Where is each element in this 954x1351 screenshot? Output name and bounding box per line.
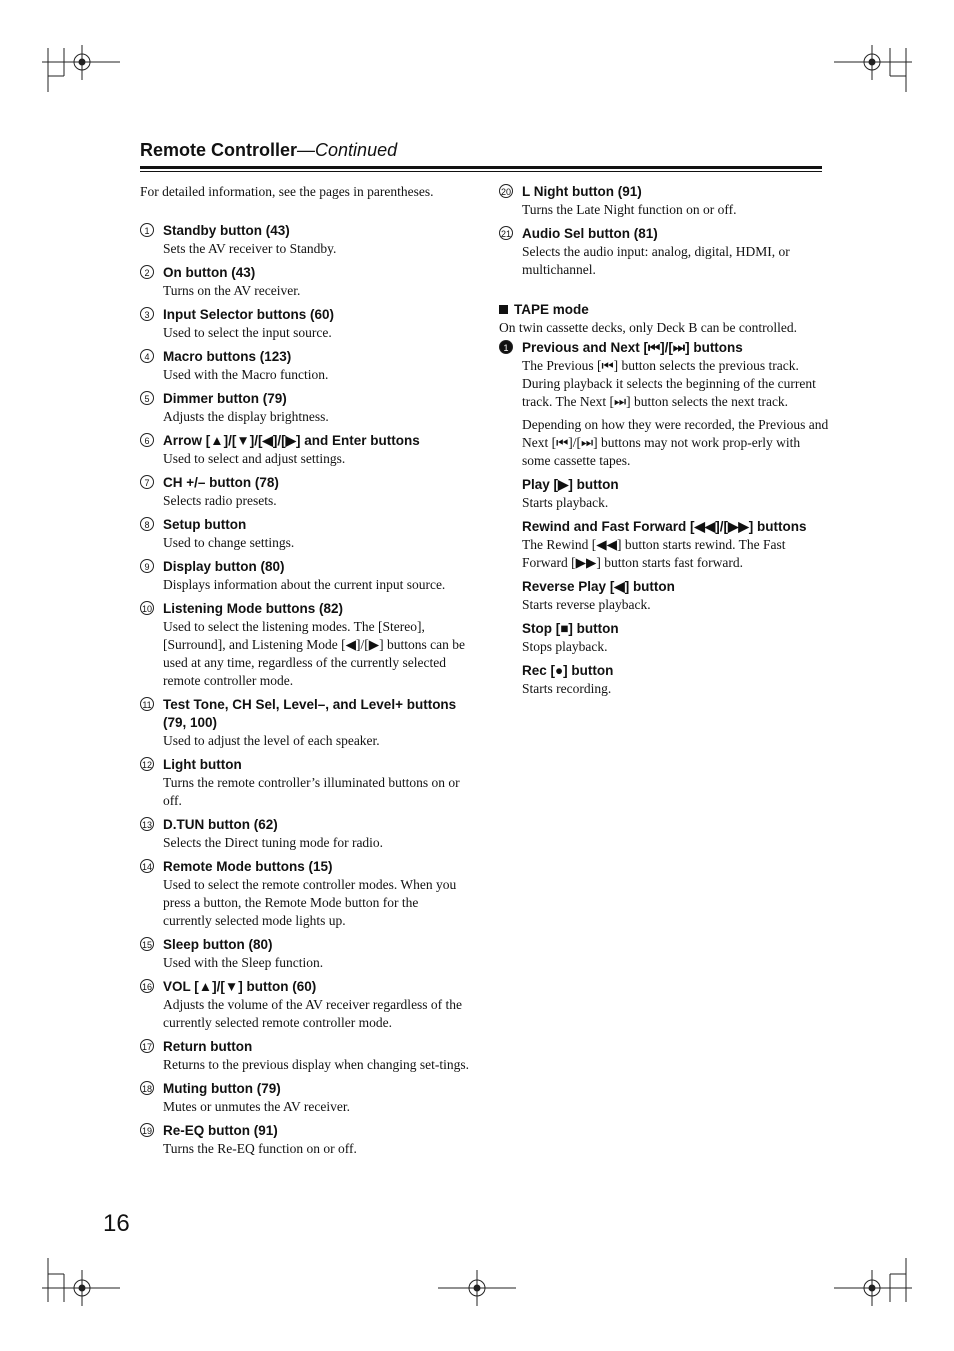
item-description: Selects radio presets. xyxy=(163,493,277,508)
list-item xyxy=(140,306,470,342)
item-title: On button (43) xyxy=(163,265,256,280)
item-title: Play [▶] button xyxy=(522,477,619,492)
tape-item-previous-next xyxy=(499,339,829,470)
list-item xyxy=(499,476,829,512)
item-description: Starts recording. xyxy=(522,681,612,696)
item-title: Input Selector buttons (60) xyxy=(163,307,335,322)
item-number-badge: 6 xyxy=(140,433,154,447)
item-description: Used with the Macro function. xyxy=(163,367,329,382)
item-number-badge: 21 xyxy=(499,226,513,240)
item-title: Test Tone, CH Sel, Level–, and Level+ buttons (79, 100) xyxy=(163,697,457,730)
item-description: Turns the remote controller’s illuminated buttons on or off. xyxy=(163,775,460,808)
item-number-badge: 5 xyxy=(140,391,154,405)
item-title: Stop [■] button xyxy=(522,621,619,636)
list-item xyxy=(140,348,470,384)
item-title: Arrow [▲]/[▼]/[◀]/[▶] and Enter buttons xyxy=(163,433,420,448)
item-number-badge: 14 xyxy=(140,859,154,873)
list-item xyxy=(140,978,470,1032)
item-description: Selects the Direct tuning mode for radio. xyxy=(163,835,384,850)
item-title: Rewind and Fast Forward [◀◀]/[▶▶] buttons xyxy=(522,519,807,534)
list-item xyxy=(140,516,470,552)
right-column xyxy=(499,183,829,704)
item-number-badge: 1 xyxy=(499,340,513,354)
item-number-badge: 2 xyxy=(140,265,154,279)
intro-text: For detailed information, see the pages in parentheses. xyxy=(140,184,434,199)
item-number-badge: 9 xyxy=(140,559,154,573)
item-number-badge: 10 xyxy=(140,601,154,615)
item-description-extra: Depending on how they were recorded, the Previous and Next [⏮]/[⏭] buttons may not work prop-erly with some cassette tapes. xyxy=(522,417,829,468)
left-column xyxy=(140,183,470,1164)
item-description: Turns on the AV receiver. xyxy=(163,283,301,298)
item-description: Sets the AV receiver to Standby. xyxy=(163,241,337,256)
item-title: Re-EQ button (91) xyxy=(163,1123,278,1138)
item-number-badge: 20 xyxy=(499,184,513,198)
tape-mode-note: On twin cassette decks, only Deck B can be controlled. xyxy=(499,320,798,335)
item-description: Turns the Re-EQ function on or off. xyxy=(163,1141,357,1156)
item-number-badge: 3 xyxy=(140,307,154,321)
list-item xyxy=(499,225,829,279)
item-title: D.TUN button (62) xyxy=(163,817,278,832)
item-description: Used to select the listening modes. The [Stereo], [Surround], and Listening Mode [◀]/[▶] buttons can be used at any time, regardless of the currently selected remote controller mode. xyxy=(163,619,465,688)
tape-mode-heading: TAPE mode xyxy=(499,301,829,319)
item-description: Adjusts the display brightness. xyxy=(163,409,329,424)
item-description: Turns the Late Night function on or off. xyxy=(522,202,737,217)
item-description: Used to change settings. xyxy=(163,535,295,550)
header-continued: —Continued xyxy=(297,140,398,160)
list-item xyxy=(499,578,829,614)
item-description: Used to select the remote controller modes. When you press a button, the Remote Mode button for the currently selected mode lights up. xyxy=(163,877,457,928)
list-item xyxy=(140,816,470,852)
item-description: Stops playback. xyxy=(522,639,608,654)
list-item xyxy=(140,936,470,972)
page-number: 16 xyxy=(103,1210,130,1237)
item-description: Used to adjust the level of each speaker. xyxy=(163,733,380,748)
item-number-badge: 7 xyxy=(140,475,154,489)
item-description: Selects the audio input: analog, digital, HDMI, or multichannel. xyxy=(522,244,790,277)
item-description: Adjusts the volume of the AV receiver regardless of the currently selected remote controller mode. xyxy=(163,997,463,1030)
item-description: Returns to the previous display when changing set-tings. xyxy=(163,1057,469,1072)
page-header xyxy=(140,140,822,161)
list-item xyxy=(140,390,470,426)
item-title: Sleep button (80) xyxy=(163,937,273,952)
item-number-badge: 8 xyxy=(140,517,154,531)
item-title: Setup button xyxy=(163,517,247,532)
item-title: Listening Mode buttons (82) xyxy=(163,601,343,616)
item-title: VOL [▲]/[▼] button (60) xyxy=(163,979,317,994)
item-title: L Night button (91) xyxy=(522,184,642,199)
list-item xyxy=(140,474,470,510)
right-item-list xyxy=(499,183,829,279)
item-description: Displays information about the current input source. xyxy=(163,577,446,592)
header-rule-thin xyxy=(140,171,822,172)
item-title: CH +/– button (78) xyxy=(163,475,279,490)
item-number-badge: 1 xyxy=(140,223,154,237)
list-item xyxy=(140,558,470,594)
item-title: Macro buttons (123) xyxy=(163,349,292,364)
list-item xyxy=(140,696,470,750)
list-item xyxy=(140,432,470,468)
item-number-badge: 15 xyxy=(140,937,154,951)
list-item xyxy=(499,183,829,219)
list-item xyxy=(140,1080,470,1116)
item-title: Dimmer button (79) xyxy=(163,391,287,406)
item-description: Starts reverse playback. xyxy=(522,597,651,612)
item-description: The Rewind [◀◀] button starts rewind. The Fast Forward [▶▶] button starts fast forward. xyxy=(522,537,786,570)
list-item xyxy=(140,600,470,690)
list-item xyxy=(499,518,829,572)
item-description: Used with the Sleep function. xyxy=(163,955,324,970)
item-title: Return button xyxy=(163,1039,253,1054)
item-description: The Previous [⏮] button selects the previous track. During playback it selects the beginning of the current track. The Next [⏭] button selects the next track. xyxy=(522,358,816,409)
list-item xyxy=(140,1122,470,1158)
list-item xyxy=(140,756,470,810)
tape-item-list xyxy=(499,476,829,698)
header-rule xyxy=(140,166,822,169)
item-number-badge: 13 xyxy=(140,817,154,831)
item-title: Standby button (43) xyxy=(163,223,290,238)
item-title: Audio Sel button (81) xyxy=(522,226,658,241)
list-item xyxy=(140,264,470,300)
list-item xyxy=(140,222,470,258)
item-description: Used to select the input source. xyxy=(163,325,332,340)
list-item xyxy=(499,662,829,698)
item-number-badge: 17 xyxy=(140,1039,154,1053)
item-number-badge: 4 xyxy=(140,349,154,363)
item-number-badge: 11 xyxy=(140,697,154,711)
item-number-badge: 16 xyxy=(140,979,154,993)
item-description: Mutes or unmutes the AV receiver. xyxy=(163,1099,350,1114)
item-number-badge: 19 xyxy=(140,1123,154,1137)
item-title: Light button xyxy=(163,757,242,772)
item-title: Previous and Next [⏮]/[⏭] buttons xyxy=(522,340,743,355)
item-description: Used to select and adjust settings. xyxy=(163,451,346,466)
item-title: Rec [●] button xyxy=(522,663,614,678)
item-description: Starts playback. xyxy=(522,495,609,510)
left-item-list xyxy=(140,222,470,1158)
list-item xyxy=(499,620,829,656)
item-title: Remote Mode buttons (15) xyxy=(163,859,333,874)
item-title: Display button (80) xyxy=(163,559,285,574)
list-item xyxy=(140,858,470,930)
square-bullet-icon xyxy=(499,305,508,314)
item-title: Muting button (79) xyxy=(163,1081,281,1096)
header-title: Remote Controller xyxy=(140,140,298,160)
item-title: Reverse Play [◀] button xyxy=(522,579,675,594)
item-number-badge: 18 xyxy=(140,1081,154,1095)
item-number-badge: 12 xyxy=(140,757,154,771)
list-item xyxy=(140,1038,470,1074)
